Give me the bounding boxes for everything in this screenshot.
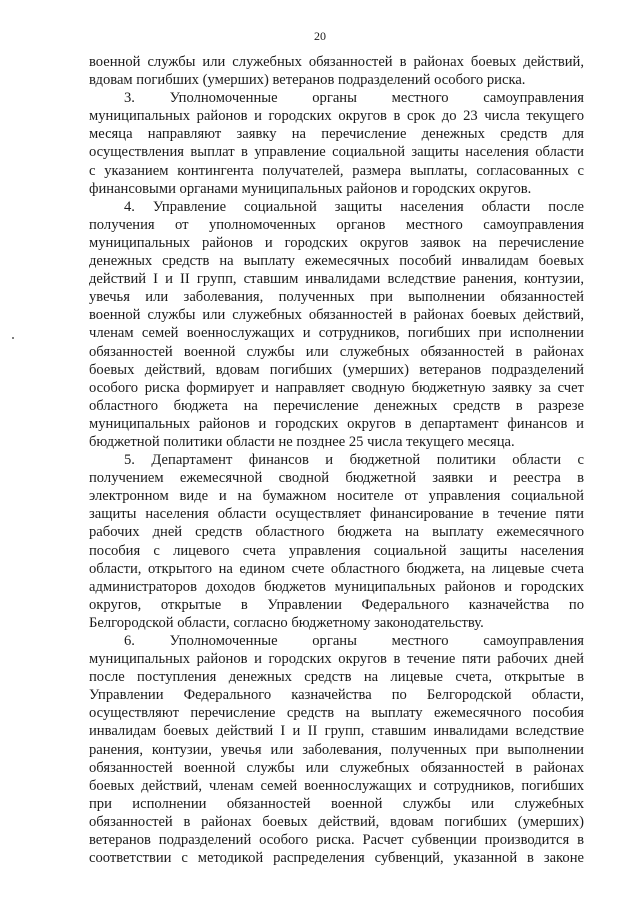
text-line: увечья или заболевания, полученных при выполнении обязанностей xyxy=(89,289,584,306)
text-line: областного бюджета на перечисление денежных средств в разрезе xyxy=(89,397,584,414)
text-line: членам семей военнослужащих и сотрудников, погибших при исполнении xyxy=(89,325,584,342)
text-line: обязанностей в районах боевых действий, вдовам погибших (умерших) xyxy=(89,813,584,830)
text-line: после поступления денежных средств на лицевые счета, открытые в xyxy=(89,669,584,686)
text-line: действий I и II групп, ставшим инвалидами вследствие ранения, контузии, xyxy=(89,271,584,288)
text-line: осуществления выплат в управление социальной защиты населения области xyxy=(89,144,584,161)
text-line: пособия с лицевого счета управления социальной защиты населения xyxy=(89,542,584,559)
text-line: электронном виде и на бумажном носителе от управления социальной xyxy=(89,488,584,505)
text-line: осуществляют перечисление средств на выплату ежемесячного пособия xyxy=(89,705,584,722)
text-line: муниципальных районов и городских округов заявок на перечисление xyxy=(89,234,584,251)
text-line: округов, открытые в Управлении Федерального казначейства по xyxy=(89,596,584,613)
text-line: получением ежемесячной сводной бюджетной заявки и реестра в xyxy=(89,470,584,487)
text-line: получения от уполномоченных органов местного самоуправления xyxy=(89,216,584,233)
text-line: муниципальных районов и городских округов в департамент финансов и xyxy=(89,415,584,432)
text-line: 5. Департамент финансов и бюджетной политики области с xyxy=(124,452,584,469)
text-line: обязанностей военной службы или служебных обязанностей в районах xyxy=(89,343,584,360)
text-line: рабочих дней средств областного бюджета на выплату ежемесячного xyxy=(89,524,584,541)
margin-speck xyxy=(12,337,14,339)
text-line: соответствии с методикой распределения субвенций, указанной в законе xyxy=(89,850,584,867)
text-line: защиты населения области осуществляет финансирование в течение пяти xyxy=(89,506,584,523)
text-line: администраторов доходов бюджетов муниципальных районов и городских xyxy=(89,578,584,595)
text-line: военной службы или служебных обязанностей в районах боевых действий, xyxy=(89,54,584,70)
text-line: муниципальных районов и городских округов в срок до 23 числа текущего xyxy=(89,108,584,125)
text-line: с указанием контингента получателей, размера выплаты, согласованных с xyxy=(89,162,584,179)
text-line: денежных средств на выплату ежемесячных пособий инвалидам боевых xyxy=(89,253,584,270)
text-line: инвалидам боевых действий I и II групп, ставшим инвалидами вследствие xyxy=(89,723,584,740)
text-line: муниципальных районов и городских округов в течение пяти рабочих дней xyxy=(89,651,584,668)
text-line: вдовам погибших (умерших) ветеранов подразделений особого риска. xyxy=(89,72,526,89)
text-line: ветеранов подразделений особого риска. Расчет субвенции производится в xyxy=(89,832,584,849)
text-line: 6. Уполномоченные органы местного самоуправления xyxy=(124,633,584,649)
text-line: финансовыми органами муниципальных районов и городских округов. xyxy=(89,180,532,197)
text-line: месяца направляют заявку на перечисление денежных средств для xyxy=(89,126,584,143)
text-line: бюджетной политики области не позднее 25 числа текущего месяца. xyxy=(89,433,515,450)
text-line: Белгородской области, согласно бюджетному законодательству. xyxy=(89,614,484,631)
text-line: обязанностей военной службы или служебных обязанностей в районах xyxy=(89,759,584,776)
text-line: боевых действий, членам семей военнослужащих и сотрудников, погибших xyxy=(89,777,584,794)
text-line: при исполнении обязанностей военной службы или служебных xyxy=(89,795,584,812)
text-line: военной службы или служебных обязанностей в районах боевых действий, xyxy=(89,307,584,324)
text-line: Управлении Федерального казначейства по Белгородской области, xyxy=(89,687,584,704)
text-line: области, открытого на едином счете областного бюджета, на лицевые счета xyxy=(89,560,584,577)
text-line: боевых действий, вдовам погибших (умерших) ветеранов подразделений xyxy=(89,361,584,378)
text-line: ранения, контузии, увечья или заболевания, полученных при выполнении xyxy=(89,741,584,758)
document-body xyxy=(89,53,584,867)
text-line: 4. Управление социальной защиты населения области после xyxy=(124,198,584,215)
text-line: 3. Уполномоченные органы местного самоуправления xyxy=(124,90,584,107)
page-number: 20 xyxy=(314,29,326,43)
text-line: особого риска формирует и направляет сводную бюджетную заявку за счет xyxy=(89,379,584,396)
